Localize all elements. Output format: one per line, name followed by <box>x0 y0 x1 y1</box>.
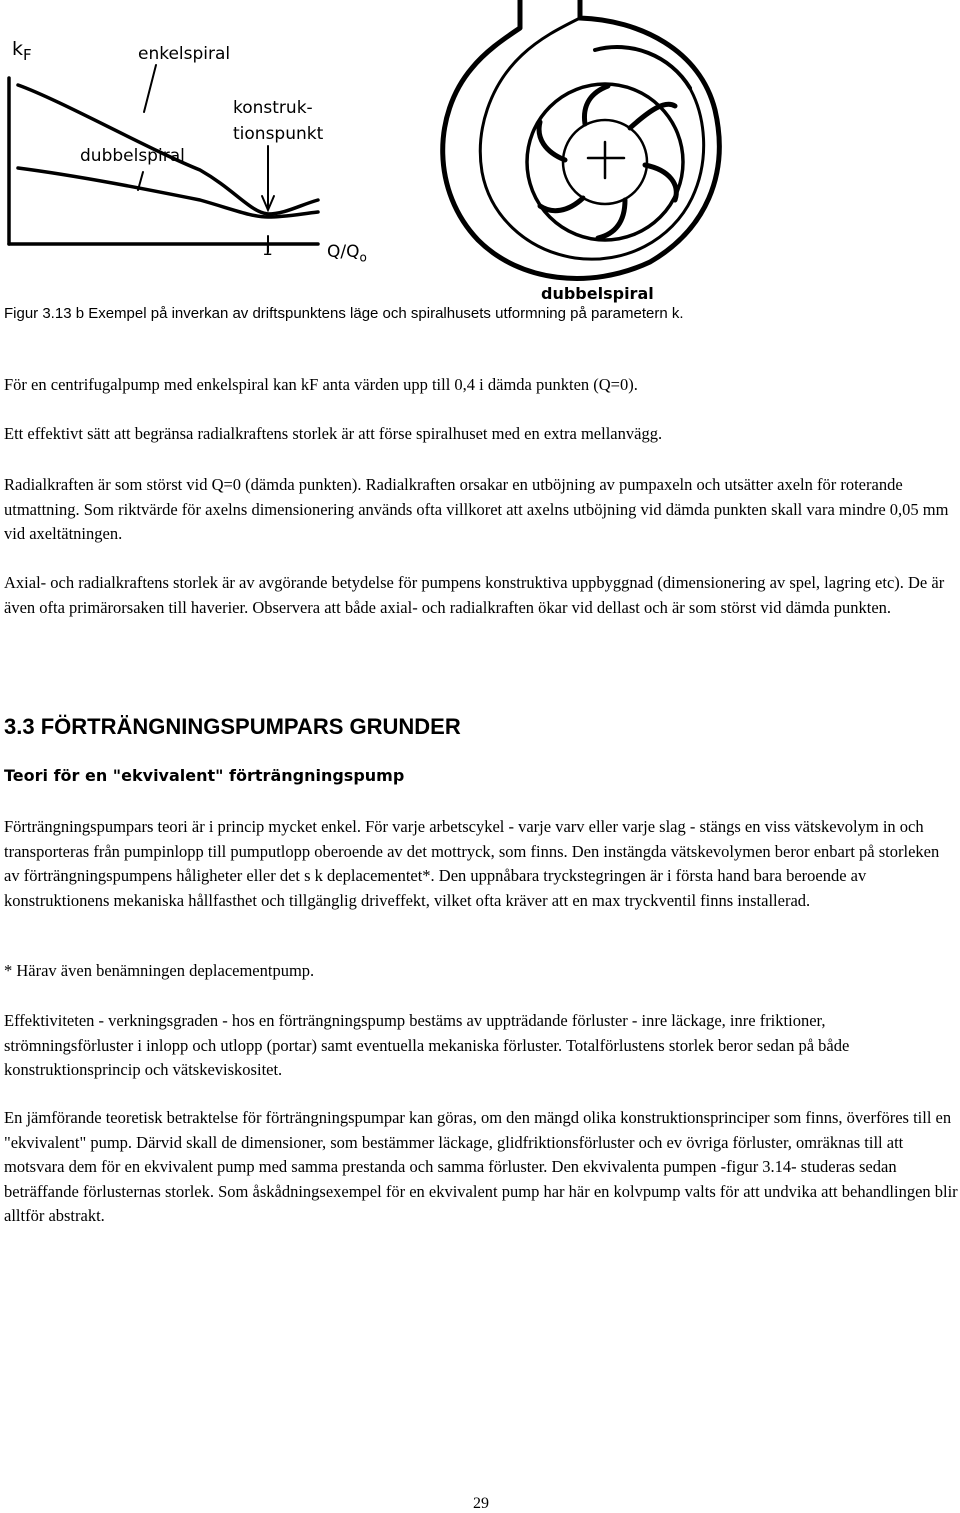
paragraph-radial-force: Radialkraften är som störst vid Q=0 (dämda punkten). Radialkraften orsakar en utböjning av pumpaxeln och utsätter axeln för roterande utmattning. Som riktvärde för axelns dimensionering används ofta villkoret att axelns utböjning vid dämda punkten skall vara mindre 0,05 mm vid axeltätningen. <box>4 475 949 543</box>
paragraph-partition: Ett effektivt sätt att begränsa radialkraftens storlek är att förse spiralhuset med en extra mellanvägg. <box>4 424 663 443</box>
paragraph-efficiency: Effektiviteten - verkningsgraden - hos en förträngningspump bestäms av uppträdande förluster - inre läckage, inre friktioner, strömningsförluster i inlopp och utlopp (portar) samt eventuella mekaniska förluster. Totalförlustens storlek beror sedan på både konstruktionsprincip och vätskeviskositet. <box>4 1011 850 1079</box>
impeller-vanes <box>539 86 676 238</box>
figure-3-13b <box>0 0 960 310</box>
paragraph-kf-values: För en centrifugalpump med enkelspiral kan kF anta värden upp till 0,4 i dämda punkten (Q=0). <box>4 375 638 394</box>
label-kf-sub: F <box>23 45 32 64</box>
paragraph-footnote: * Härav även benämningen deplacementpump. <box>4 961 315 980</box>
paragraph-equivalent-pump: En jämförande teoretisk betraktelse för förträngningspumpar kan göras, om den mängd olika konstruktionsprinciper som finns, överföres till en "ekvivalent" pump. Därvid skall de dimensioner, som bestämmer läckage, glidfriktionsförluster och ev övriga förluster, omräknas till att motsvara dem för en ekvivalent pump med samma prestanda och samma förluster. Den ekvivalenta pumpen -figur 3.14- studeras sedan beträffande förlusternas storlek. Som åskådningsexempel för en ekvivalent pump har här en kolvpump valts för att undvika att behandlingen blir alltför abstrakt. <box>4 1108 958 1225</box>
dubbelspiral-curve <box>18 168 318 217</box>
double-volute-drawing <box>443 0 720 278</box>
enkelspiral-pointer <box>144 65 156 112</box>
label-enkelspiral: enkelspiral <box>138 44 231 64</box>
paragraph-theory: Förträngningspumpars teori är i princip mycket enkel. För varje arbetscykel - varje varv eller varje slag - stängs en viss vätskevolym in och transporteras från pumpinlopp till pumputlopp oberoende av det mottryck, som finns. Den instängda vätskevolymen beror enbart på storleken av förträngningspumpens håligheter eller det s k deplacementet*. Den uppnåbara tryckstegringen är i första hand bara beroende av konstruktionens mekaniska hållfasthet och tillgänglig driveffekt, vilket ofta kräver att en max tryckventil finns installerad. <box>4 817 940 910</box>
label-q-q0-sub: o <box>359 250 367 265</box>
figure-caption: Figur 3.13 b Exempel på inverkan av driftspunktens läge och spiralhusets utformning på parametern k. <box>4 305 684 322</box>
label-dubbelspiral-right: dubbelspiral <box>541 284 654 303</box>
label-dubbelspiral: dubbelspiral <box>80 146 185 166</box>
label-kf <box>12 38 32 64</box>
label-tionspunkt: tionspunkt <box>233 124 324 144</box>
label-kf-main: k <box>12 38 24 60</box>
volute-wall <box>480 18 703 259</box>
page-number: 29 <box>473 1495 489 1512</box>
section-subheading: Teori för en "ekvivalent" förträngningspump <box>4 766 405 785</box>
label-q-q0 <box>327 242 367 264</box>
label-konstruk: konstruk- <box>233 98 313 118</box>
label-x-one: 1 <box>262 240 273 260</box>
section-heading: 3.3 FÖRTRÄNGNINGSPUMPARS GRUNDER <box>4 714 461 739</box>
label-q-q0-main: Q/Q <box>327 242 360 262</box>
paragraph-axial-radial: Axial- och radialkraftens storlek är av avgörande betydelse för pumpens konstruktiva uppbyggnad (dimensionering av spel, lagring etc). De är även ofta primärorsaken till haverier. Observera att både axial- och radialkraften ökar vid dellast och är som störst vid dämda punkten. <box>4 573 945 617</box>
